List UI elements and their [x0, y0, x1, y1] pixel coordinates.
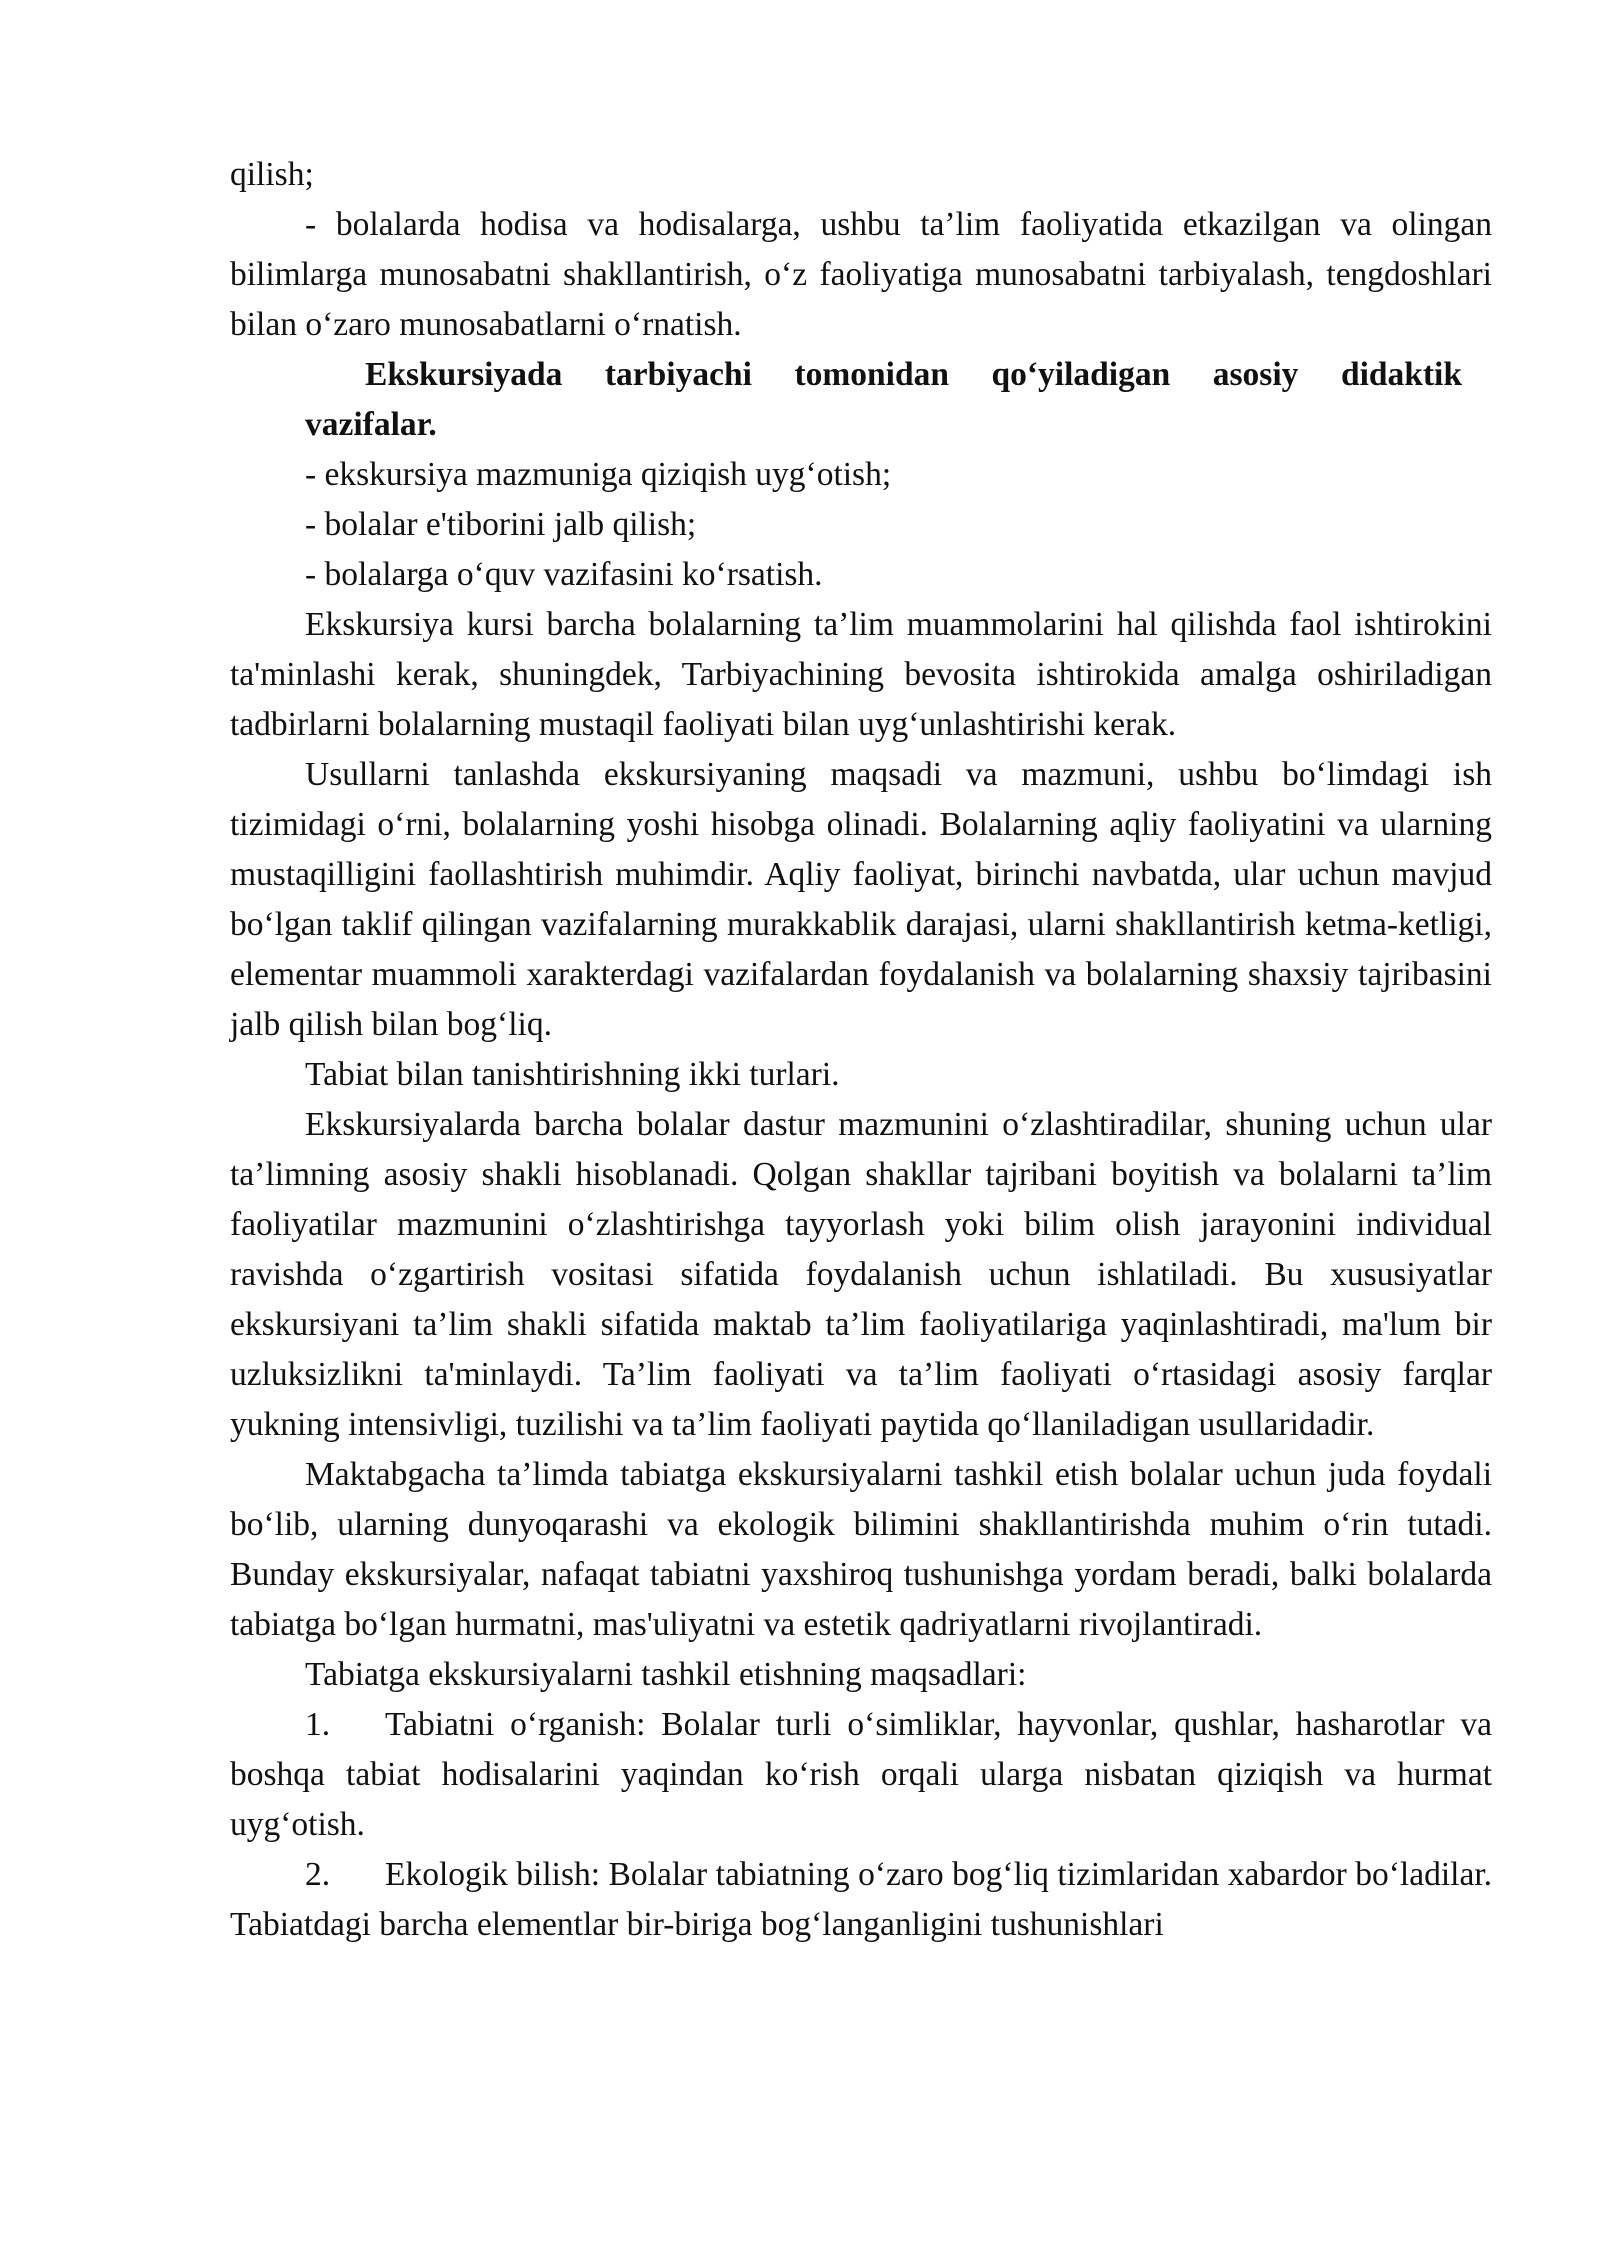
paragraph-continuation: qilish; — [230, 156, 314, 193]
paragraph-bullet-continuation: - bolalarda hodisa va hodisalarga, ushbu ta’lim faoliyatida etkazilgan va olingan bilimlarga munosabatni shakllantirish, o‘z faoliyatiga munosabatni tarbiyalash, tengdoshlari bilan o‘zaro munosabatlarni o‘rnatish. — [230, 206, 1492, 343]
body-paragraph: Tabiatga ekskursiyalarni tashkil etishning maqsadlari: — [305, 1656, 1027, 1693]
item-number: 2. — [305, 1856, 331, 1893]
dash-list-item: - bolalarga o‘quv vazifasini ko‘rsatish. — [305, 556, 823, 593]
section-heading — [230, 350, 1492, 450]
body-paragraph: Usullarni tanlashda ekskursiyaning maqsadi va mazmuni, ushbu bo‘limdagi ish tizimidagi o‘rni, bolalarning yoshi hisobga olinadi. Bolalarning aqliy faoliyatini va ularning mustaqilligini faollashtirish muhimdir. Aqliy faoliyat, birinchi navbatda, ular uchun mavjud bo‘lgan taklif qilingan vazifalarning murakkablik darajasi, ularni shakllantirish ketma-ketligi, elementar muammoli xarakterdagi vazifalardan foydalanish va bolalarning shaxsiy tajribasini jalb qilish bilan bog‘liq. — [230, 756, 1492, 1043]
dash-list-item: - ekskursiya mazmuniga qiziqish uyg‘otish; — [305, 456, 892, 493]
item-number: 1. — [305, 1706, 331, 1743]
document-page — [230, 150, 1492, 1950]
section-heading-line1: Ekskursiyada tarbiyachi tomonidan qo‘yiladigan asosiy didaktik — [365, 356, 1462, 393]
dash-list-item: - bolalar e'tiborini jalb qilish; — [305, 506, 697, 543]
numbered-item-2 — [230, 1850, 1492, 1950]
item-text: Ekologik bilish: Bolalar tabiatning o‘zaro bog‘liq tizimlaridan xabardor bo‘ladilar. Tabiatdagi barcha elementlar bir-biriga bog‘langanligini tushunishlari — [230, 1856, 1492, 1943]
body-paragraph: Maktabgacha ta’limda tabiatga ekskursiyalarni tashkil etish bolalar uchun juda foydali bo‘lib, ularning dunyoqarashi va ekologik bilimini shakllantirishda muhim o‘rin tutadi. Bunday ekskursiyalar, nafaqat tabiatni yaxshiroq tushunishga yordam beradi, balki bolalarda tabiatga bo‘lgan hurmatni, mas'uliyatni va estetik qadriyatlarni rivojlantiradi. — [230, 1456, 1492, 1643]
body-paragraph: Ekskursiyalarda barcha bolalar dastur mazmunini o‘zlashtiradilar, shuning uchun ular ta’limning asosiy shakli hisoblanadi. Qolgan shakllar tajribani boyitish va bolalarni ta’lim faoliyatilar mazmunini o‘zlashtirishga tayyorlash yoki bilim olish jarayonini individual ravishda o‘zgartirish vositasi sifatida foydalanish uchun ishlatiladi. Bu xususiyatlar ekskursiyani ta’lim shakli sifatida maktab ta’lim faoliyatilariga yaqinlashtiradi, ma'lum bir uzluksizlikni ta'minlaydi. Ta’lim faoliyati va ta’lim faoliyati o‘rtasidagi asosiy farqlar yukning intensivligi, tuzilishi va ta’lim faoliyati paytida qo‘llaniladigan usullaridadir. — [230, 1106, 1492, 1443]
body-paragraph: Tabiat bilan tanishtirishning ikki turlari. — [305, 1056, 840, 1093]
body-paragraph: Ekskursiya kursi barcha bolalarning ta’lim muammolarini hal qilishda faol ishtirokini ta'minlashi kerak, shuningdek, Tarbiyachining bevosita ishtirokida amalga oshiriladigan tadbirlarni bolalarning mustaqil faoliyati bilan uyg‘unlashtirishi kerak. — [230, 606, 1492, 743]
numbered-item-1 — [230, 1700, 1492, 1850]
section-heading-line2: vazifalar. — [305, 406, 437, 443]
item-text: Tabiatni o‘rganish: Bolalar turli o‘simliklar, hayvonlar, qushlar, hasharotlar va boshqa tabiat hodisalarini yaqindan ko‘rish orqali ularga nisbatan qiziqish va hurmat uyg‘otish. — [230, 1706, 1492, 1843]
